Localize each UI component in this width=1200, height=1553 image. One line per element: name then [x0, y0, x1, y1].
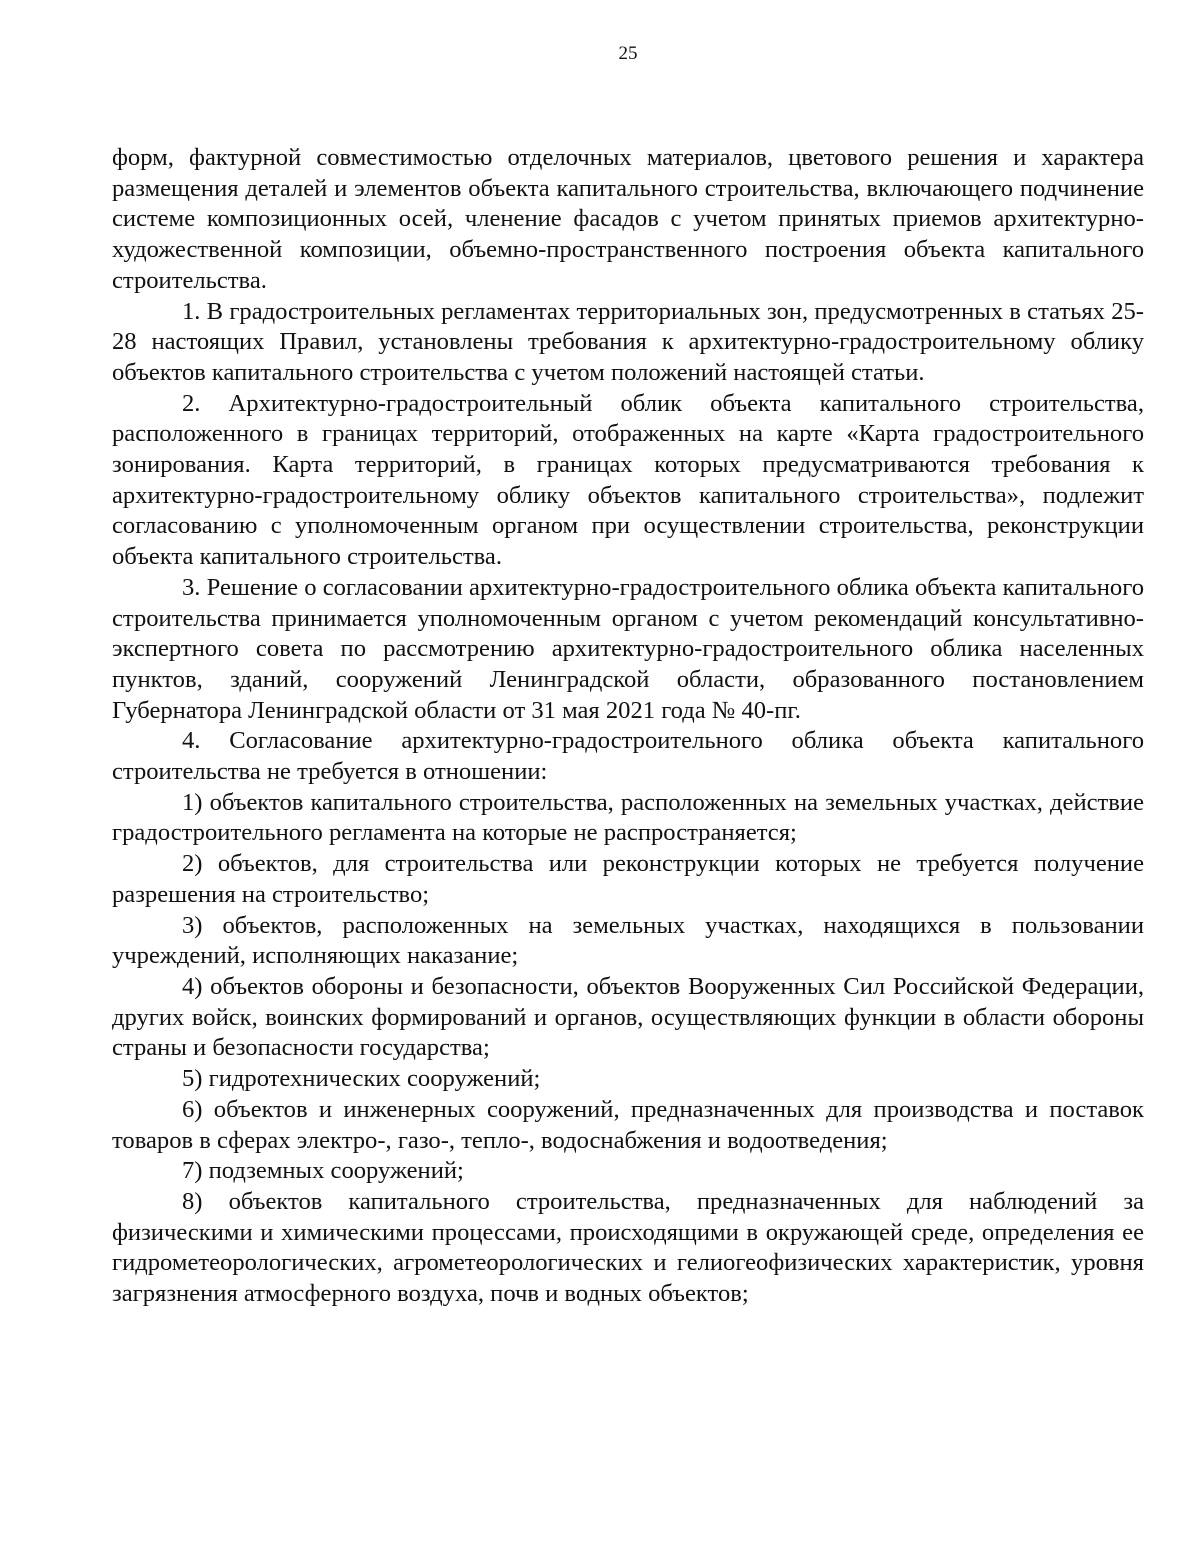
paragraph-continuation: форм, фактурной совместимостью отделочных материалов, цветового решения и характера размещения деталей и элементов объекта капитального строительства, включающего подчинение системе композиционных осей, членение фасадов с учетом принятых приемов архитектурно-художественной композиции, объемно-пространственного построения объекта капитального строительства. — [112, 144, 1144, 294]
paragraph-item-2: 2. Архитектурно-градостроительный облик объекта капитального строительства, расположенного в границах территорий, отображенных на карте «Карта градостроительного зонирования. Карта территорий, в границах которых предусматриваются требования к архитектурно-градостроительному облику объектов капитального строительства», подлежит согласованию с уполномоченным органом при осуществлении строительства, реконструкции объекта капитального строительства. — [112, 389, 1144, 571]
list-item-3: 3) объектов, расположенных на земельных участках, находящихся в пользовании учреждений, исполняющих наказание; — [112, 911, 1144, 970]
document-page — [112, 0, 1144, 1553]
list-item-8: 8) объектов капитального строительства, предназначенных для наблюдений за физическими и химическими процессами, происходящими в окружающей среде, определения ее гидрометеорологических, агрометеорологических и гелиогеофизических характеристик, уровня загрязнения атмосферного воздуха, почв и водных объектов; — [112, 1187, 1144, 1308]
document-body — [112, 143, 1144, 1310]
list-item-5: 5) гидротехнических сооружений; — [182, 1065, 541, 1093]
page-number: 25 — [618, 43, 638, 64]
list-item-4: 4) объектов обороны и безопасности, объектов Вооруженных Сил Российской Федерации, других войск, воинских формирований и органов, осуществляющих функции в области обороны страны и безопасности государства; — [112, 972, 1144, 1062]
paragraph-item-4: 4. Согласование архитектурно-градостроительного облика объекта капитального строительства не требуется в отношении: — [112, 727, 1144, 786]
list-item-7: 7) подземных сооружений; — [182, 1157, 464, 1185]
paragraph-item-1: 1. В градостроительных регламентах территориальных зон, предусмотренных в статьях 25-28 настоящих Правил, установлены требования к архитектурно-градостроительному облику объектов капитального строительства с учетом положений настоящей статьи. — [112, 297, 1144, 386]
list-item-6: 6) объектов и инженерных сооружений, предназначенных для производства и поставок товаров в сферах электро-, газо-, тепло-, водоснабжения и водоотведения; — [112, 1095, 1144, 1154]
paragraph-item-3: 3. Решение о согласовании архитектурно-градостроительного облика объекта капитального строительства принимается уполномоченным органом с учетом рекомендаций консультативно-экспертного совета по рассмотрению архитектурно-градостроительного облика населенных пунктов, зданий, сооружений Ленинградской области, образованного постановлением Губернатора Ленинградской области от 31 мая 2021 года № 40-пг. — [112, 573, 1144, 724]
list-item-2: 2) объектов, для строительства или реконструкции которых не требуется получение разрешения на строительство; — [112, 850, 1144, 908]
list-item-1: 1) объектов капитального строительства, расположенных на земельных участках, действие градостроительного регламента на которые не распространяется; — [112, 788, 1144, 847]
